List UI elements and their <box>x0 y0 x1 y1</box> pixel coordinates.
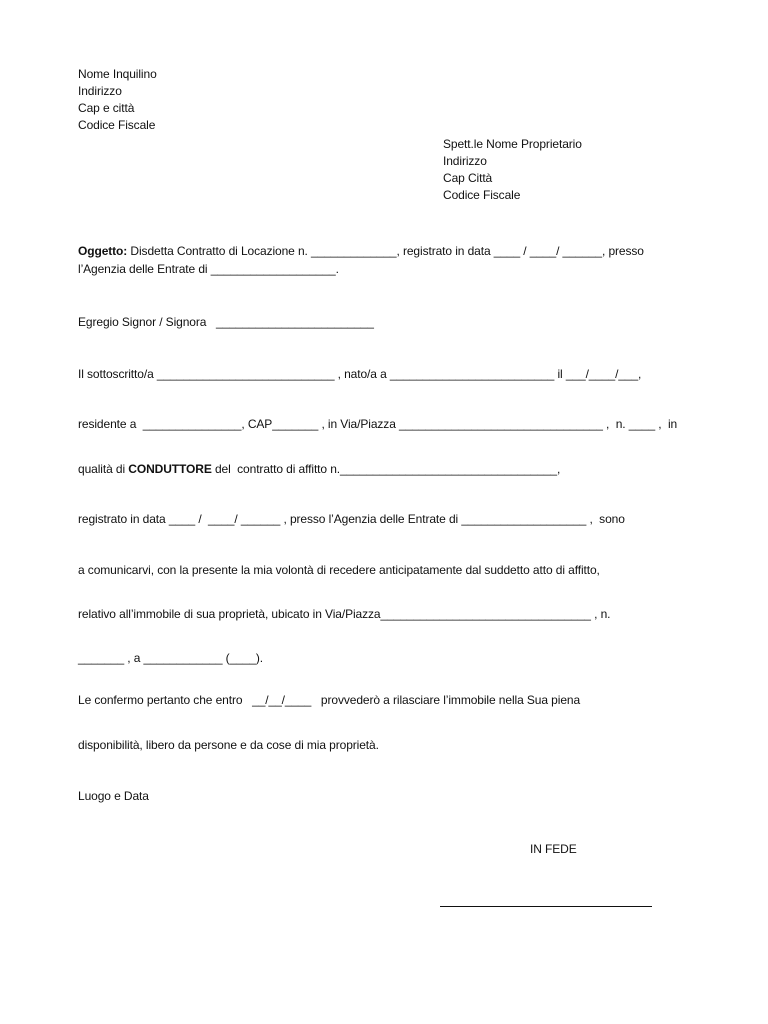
signature-line <box>440 906 652 907</box>
recipient-block <box>443 136 582 204</box>
signature-label: IN FEDE <box>530 842 577 856</box>
sender-address: Indirizzo <box>78 84 122 98</box>
body-p3-post: del contratto di affitto n._________________________________, <box>211 462 561 476</box>
body-p3-bold: CONDUTTORE <box>128 462 212 476</box>
body-paragraph-3 <box>78 461 560 478</box>
body-paragraph-8: Le confermo pertanto che entro __/__/____ provvederò a rilasciare l’immobile nella Sua piena <box>78 693 581 707</box>
body-paragraph-4: registrato in data ____ / ____/ ______ , presso l’Agenzia delle Entrate di ___________________ , sono <box>78 512 625 526</box>
place-date-label: Luogo e Data <box>78 789 149 803</box>
body-paragraph-7: _______ , a ____________ (____). <box>78 651 263 665</box>
sender-name: Nome Inquilino <box>78 67 157 81</box>
body-p3-pre: qualità di <box>78 462 129 476</box>
body-paragraph-1: Il sottoscritto/a ___________________________ , nato/a a _________________________ il ___/____/___, <box>78 367 642 381</box>
body-paragraph-9: disponibilità, libero da persone e da cose di mia proprietà. <box>78 738 379 752</box>
recipient-name: Spett.le Nome Proprietario <box>443 137 582 151</box>
sender-tax-code: Codice Fiscale <box>78 118 156 132</box>
body-paragraph-5: a comunicarvi, con la presente la mia volontà di recedere anticipatamente dal suddetto atto di affitto, <box>78 563 600 577</box>
subject-line-2: l’Agenzia delle Entrate di ___________________. <box>78 262 339 276</box>
recipient-address: Indirizzo <box>443 154 487 168</box>
body-paragraph-6: relativo all’immobile di sua proprietà, ubicato in Via/Piazza________________________________ , n. <box>78 607 611 621</box>
subject-text-1: Disdetta Contratto di Locazione n. _____________, registrato in data ____ / ____/ ______, presso <box>127 244 644 258</box>
sender-cap-city: Cap e città <box>78 101 135 115</box>
recipient-tax-code: Codice Fiscale <box>443 188 521 202</box>
recipient-cap-city: Cap Città <box>443 171 493 185</box>
subject-label: Oggetto: <box>78 244 128 258</box>
body-paragraph-2: residente a _______________, CAP_______ , in Via/Piazza _______________________________ , n. ____ , in <box>78 417 678 431</box>
greeting: Egregio Signor / Signora ________________________ <box>78 315 374 329</box>
subject-line-1 <box>78 243 644 260</box>
sender-block <box>78 66 157 134</box>
